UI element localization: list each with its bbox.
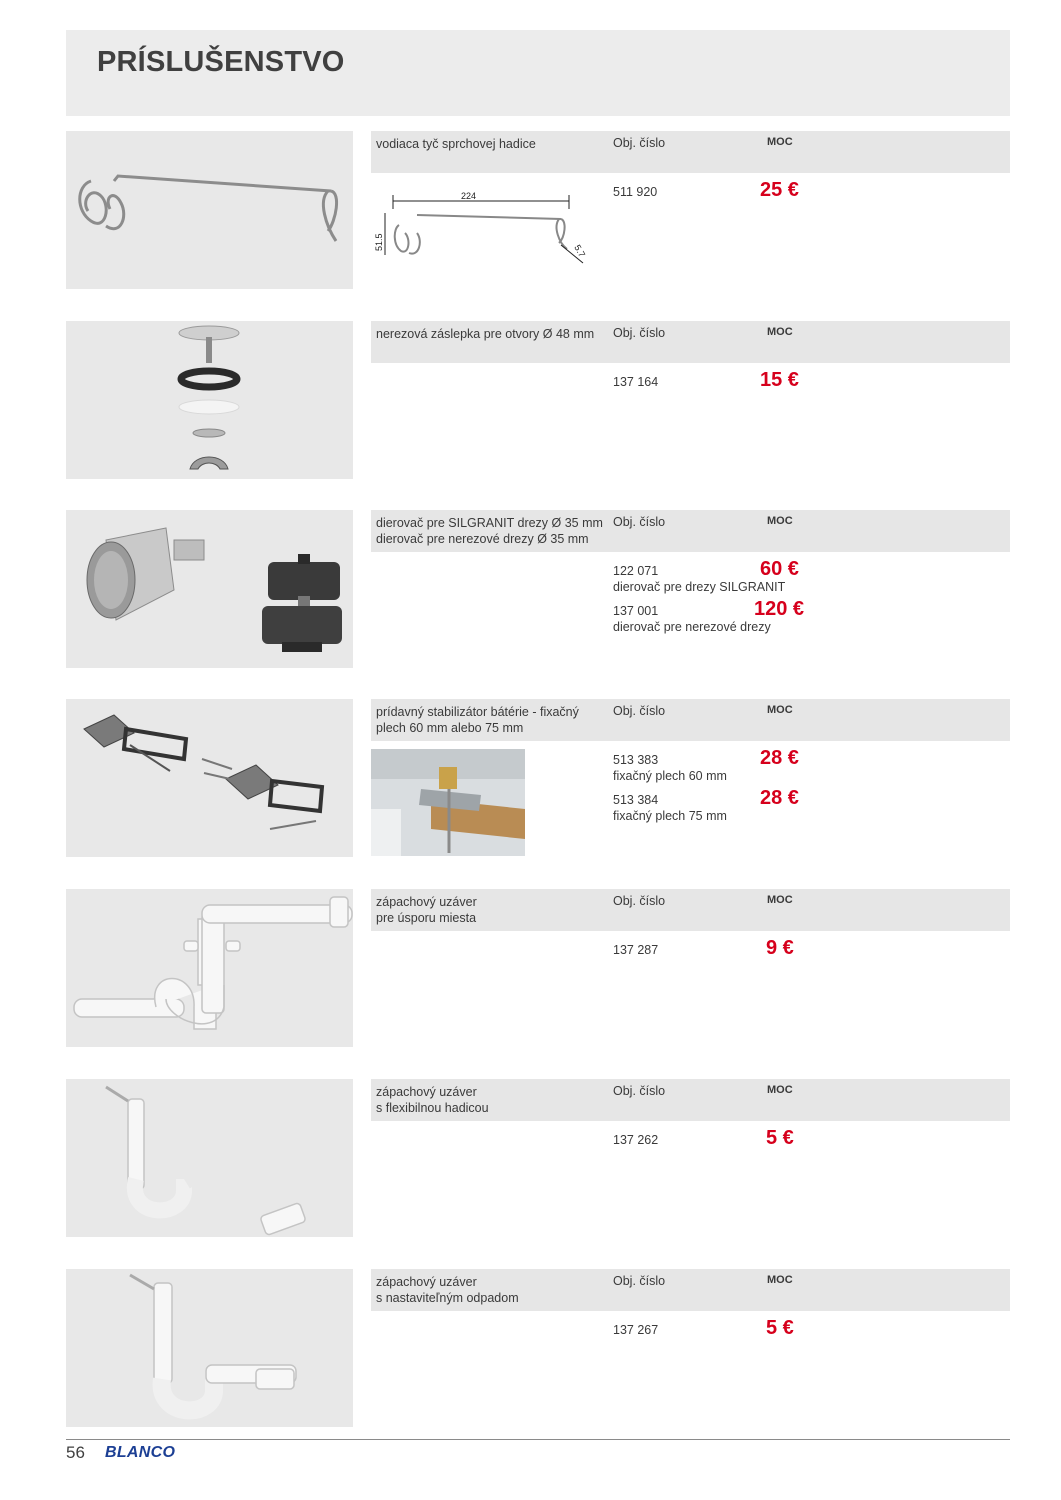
product-row <box>66 321 1010 479</box>
product-row <box>66 889 1010 1047</box>
product-info-bar <box>371 131 1010 173</box>
product-description: prídavný stabilizátor bátérie - fixačný plech 60 mm alebo 75 mm <box>376 705 579 735</box>
order-code: 137 262 <box>613 1133 659 1147</box>
order-number-label: Obj. číslo <box>613 894 666 908</box>
adjustable-outlet-siphon-icon <box>66 1269 353 1427</box>
product-row <box>66 1079 1010 1237</box>
order-item <box>613 179 863 225</box>
tap-stabilizer-icon <box>66 699 353 857</box>
product-description: dierovač pre SILGRANIT drezy Ø 35 mm dierovač pre nerezové drezy Ø 35 mm <box>376 516 603 546</box>
price: 5 € <box>766 1317 794 1339</box>
dimension-offset: 5.7 <box>572 243 588 259</box>
order-code: 137 287 <box>613 943 659 957</box>
dimension-drawing <box>371 185 591 271</box>
item-note: dierovač pre nerezové drezy <box>613 620 771 634</box>
moc-label: MOC <box>767 1084 793 1096</box>
item-note: fixačný plech 60 mm <box>613 769 727 783</box>
order-number-label: Obj. číslo <box>613 326 666 340</box>
order-number-label: Obj. číslo <box>613 704 666 718</box>
page-header <box>66 30 1010 116</box>
product-info-bar <box>371 699 1010 741</box>
moc-label: MOC <box>767 1274 793 1286</box>
dimension-length: 224 <box>461 191 477 201</box>
moc-label: MOC <box>767 894 793 906</box>
product-row <box>66 699 1010 857</box>
product-photo <box>66 510 353 668</box>
product-info-bar <box>371 321 1010 363</box>
product-photo <box>66 699 353 857</box>
product-row <box>66 131 1010 289</box>
order-number-label: Obj. číslo <box>613 1274 666 1288</box>
space-saving-siphon-icon <box>66 889 353 1047</box>
product-description: zápachový uzáver s flexibilnou hadicou <box>376 1085 489 1115</box>
product-info-bar <box>371 1079 1010 1121</box>
moc-label: MOC <box>767 136 793 148</box>
product-row <box>66 510 1010 668</box>
product-photo <box>66 1269 353 1427</box>
order-number-label: Obj. číslo <box>613 515 666 529</box>
product-description: nerezová záslepka pre otvory Ø 48 mm <box>376 327 595 341</box>
moc-label: MOC <box>767 704 793 716</box>
order-code: 137 001 <box>613 604 659 618</box>
page-number: 56 <box>66 1443 85 1462</box>
installation-photo-icon <box>371 749 525 856</box>
order-code: 511 920 <box>613 185 658 199</box>
price: 5 € <box>766 1127 794 1149</box>
order-code: 137 267 <box>613 1323 659 1337</box>
product-description: zápachový uzáver pre úsporu miesta <box>376 895 477 925</box>
order-code: 137 164 <box>613 375 659 389</box>
moc-label: MOC <box>767 515 793 527</box>
moc-label: MOC <box>767 326 793 338</box>
price: 120 € <box>754 598 805 620</box>
price: 15 € <box>760 369 799 391</box>
order-number-label: Obj. číslo <box>613 136 666 150</box>
order-code: 122 071 <box>613 564 659 578</box>
product-info-bar <box>371 1269 1010 1311</box>
footer-divider <box>66 1439 1010 1440</box>
price: 25 € <box>760 179 799 201</box>
dimension-height: 51.5 <box>374 233 384 251</box>
installation-photo <box>371 749 525 856</box>
product-photo <box>66 321 353 479</box>
order-item <box>613 369 863 415</box>
item-note: fixačný plech 75 mm <box>613 809 727 823</box>
product-description: zápachový uzáver s nastaviteľným odpadom <box>376 1275 519 1305</box>
price: 60 € <box>760 558 799 580</box>
order-item <box>613 787 863 833</box>
product-info-bar <box>371 889 1010 931</box>
price: 28 € <box>760 787 799 809</box>
order-code: 513 383 <box>613 753 659 767</box>
order-item <box>613 937 863 983</box>
order-item <box>613 1127 863 1173</box>
order-item <box>613 747 863 793</box>
order-item <box>613 598 863 644</box>
product-photo <box>66 131 353 289</box>
shower-hose-guide-rod-icon <box>66 131 353 289</box>
order-number-label: Obj. číslo <box>613 1084 666 1098</box>
stainless-plug-icon <box>66 321 353 479</box>
product-info-bar <box>371 510 1010 552</box>
brand-logo: BLANCO <box>105 1444 176 1461</box>
product-photo <box>66 889 353 1047</box>
item-note: dierovač pre drezy SILGRANIT <box>613 580 786 594</box>
flexible-hose-siphon-icon <box>66 1079 353 1237</box>
product-photo <box>66 1079 353 1237</box>
price: 28 € <box>760 747 799 769</box>
product-row <box>66 1269 1010 1427</box>
product-description: vodiaca tyč sprchovej hadice <box>376 137 536 151</box>
page-title: PRÍSLUŠENSTVO <box>97 46 345 78</box>
dimension-drawing-icon <box>371 185 591 271</box>
order-item <box>613 558 863 604</box>
price: 9 € <box>766 937 794 959</box>
order-code: 513 384 <box>613 793 659 807</box>
order-item <box>613 1317 863 1363</box>
hole-punch-icon <box>66 510 353 668</box>
